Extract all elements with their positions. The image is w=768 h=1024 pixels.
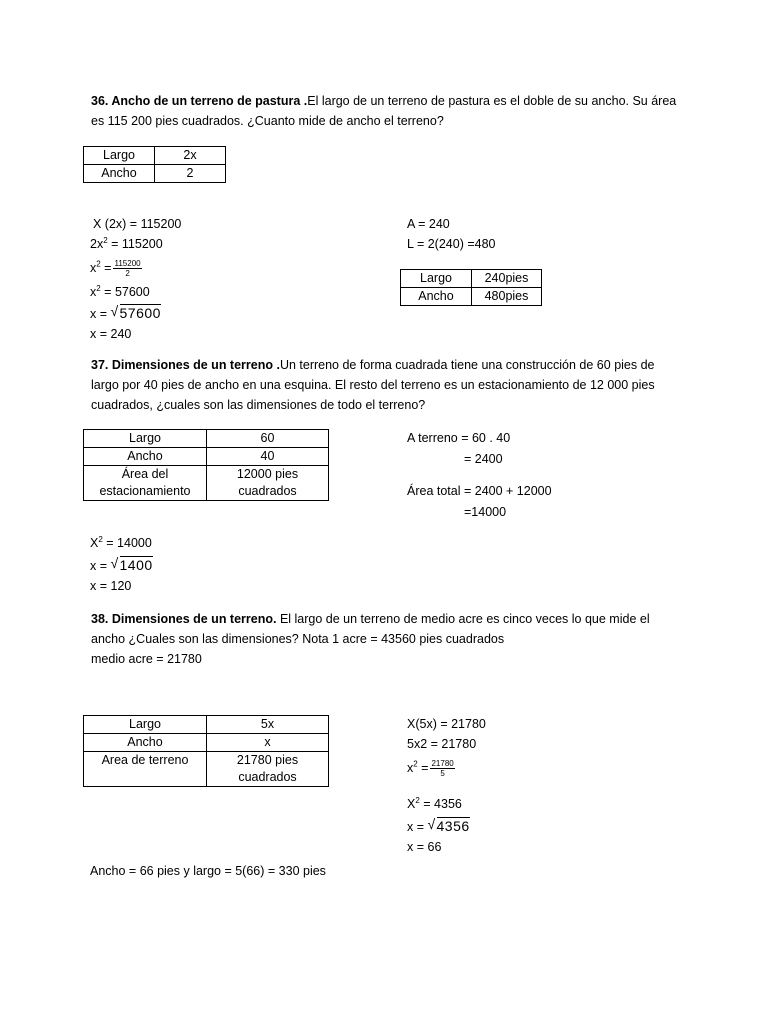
table-cell: Ancho xyxy=(84,448,207,466)
table-row xyxy=(401,270,542,288)
p36-result-1: A = 240 xyxy=(407,217,450,231)
table-cell: 21780 pies cuadrados xyxy=(207,752,329,787)
table-cell: Ancho xyxy=(401,288,472,306)
p38-equation-2: 5x2 = 21780 xyxy=(407,737,477,751)
table-row xyxy=(84,716,329,734)
table-cell: Ancho xyxy=(84,734,207,752)
problem-36-text-line2: es 115 200 pies cuadrados. ¿Cuanto mide de ancho el terreno? xyxy=(91,114,444,128)
problem-38-title: 38. Dimensiones de un terreno. xyxy=(91,612,277,626)
problem-38-table xyxy=(83,715,329,787)
table-row xyxy=(84,448,329,466)
table-cell: 40 xyxy=(207,448,329,466)
p37-calc-2: = 2400 xyxy=(464,452,503,466)
p38-equation-5: x = √ 4356 xyxy=(407,816,470,834)
problem-36-table-initial xyxy=(83,146,226,183)
table-row xyxy=(84,430,329,448)
p38-equation-1: X(5x) = 21780 xyxy=(407,717,486,731)
table-cell: Largo xyxy=(84,147,155,165)
table-cell: Area de terreno xyxy=(84,752,207,787)
p37-calc-1: A terreno = 60 . 40 xyxy=(407,431,511,445)
table-row xyxy=(84,165,226,183)
p36-equation-6: x = 240 xyxy=(90,327,132,341)
problem-38-statement xyxy=(91,609,691,669)
fraction: $\frac{115200}{2}$ xyxy=(114,259,141,278)
table-cell: 60 xyxy=(207,430,329,448)
p37-equation-1: $X^2 = 14000$ xyxy=(90,534,152,550)
table-row xyxy=(401,288,542,306)
problem-37-title: 37. Dimensiones de un terreno . xyxy=(91,358,280,372)
p37-calc-4: =14000 xyxy=(464,505,507,519)
table-cell: 240pies xyxy=(472,270,542,288)
p36-equation-3: $x^2$ = $\frac{115200}{2}$ xyxy=(90,259,141,278)
table-cell: x xyxy=(207,734,329,752)
problem-36-text-line1: El largo de un terreno de pastura es el doble de su ancho. Su área xyxy=(307,94,677,108)
table-cell: 12000 pies cuadrados xyxy=(207,466,329,501)
p36-equation-5: x = √ 57600 xyxy=(90,303,161,321)
table-cell: Ancho xyxy=(84,165,155,183)
problem-37-text-line3: cuadrados, ¿cuales son las dimensiones de todo el terreno? xyxy=(91,398,426,412)
problem-38-text-line2: ancho ¿Cuales son las dimensiones? Nota 1 acre = 43560 pies cuadrados xyxy=(91,632,505,646)
p38-answer: Ancho = 66 pies y largo = 5(66) = 330 pies xyxy=(90,864,326,878)
table-cell: 480pies xyxy=(472,288,542,306)
p38-equation-4: $X^2 = 4356$ xyxy=(407,795,462,811)
problem-38-text-line3: medio acre = 21780 xyxy=(91,652,202,666)
square-root: √ 4356 xyxy=(427,816,470,834)
table-cell: 2x xyxy=(155,147,226,165)
problem-36-title: 36. Ancho de un terreno de pastura . xyxy=(91,94,308,108)
problem-38-text-line1: El largo de un terreno de medio acre es cinco veces lo que mide el xyxy=(276,612,650,626)
p36-equation-4: $x^2 = 57600$ xyxy=(90,283,150,299)
problem-37-statement xyxy=(91,355,691,415)
square-root: √ 1400 xyxy=(110,555,153,573)
square-root: √ 57600 xyxy=(110,303,161,321)
table-row xyxy=(84,466,329,501)
table-cell: 5x xyxy=(207,716,329,734)
p37-equation-3: x = 120 xyxy=(90,579,132,593)
problem-37-table xyxy=(83,429,329,501)
table-cell: Largo xyxy=(401,270,472,288)
table-cell: Área del estacionamiento xyxy=(84,466,207,501)
p36-equation-2: $2x^2 = 115200$ xyxy=(90,235,163,251)
table-cell: Largo xyxy=(84,716,207,734)
problem-37-text-line1: Un terreno de forma cuadrada tiene una construcción de 60 pies de xyxy=(279,358,655,372)
table-row xyxy=(84,147,226,165)
p37-calc-3: Área total = 2400 + 12000 xyxy=(407,484,552,498)
problem-36-table-result xyxy=(400,269,542,306)
table-cell: 2 xyxy=(155,165,226,183)
problem-37-text-line2: largo por 40 pies de ancho en una esquina. El resto del terreno es un estacionamiento de 12 000 pies xyxy=(91,378,655,392)
table-row xyxy=(84,752,329,787)
p38-equation-3: $x^2$ = $\frac{21780}{5}$ xyxy=(407,759,454,778)
table-row xyxy=(84,734,329,752)
p37-equation-2: x = √ 1400 xyxy=(90,555,153,573)
table-cell: Largo xyxy=(84,430,207,448)
p36-result-2: L = 2(240) =480 xyxy=(407,237,496,251)
p38-equation-6: x = 66 xyxy=(407,840,442,854)
problem-36-statement xyxy=(91,91,691,131)
fraction: $\frac{21780}{5}$ xyxy=(431,759,454,778)
p36-equation-1: X (2x) = 115200 xyxy=(93,217,182,231)
